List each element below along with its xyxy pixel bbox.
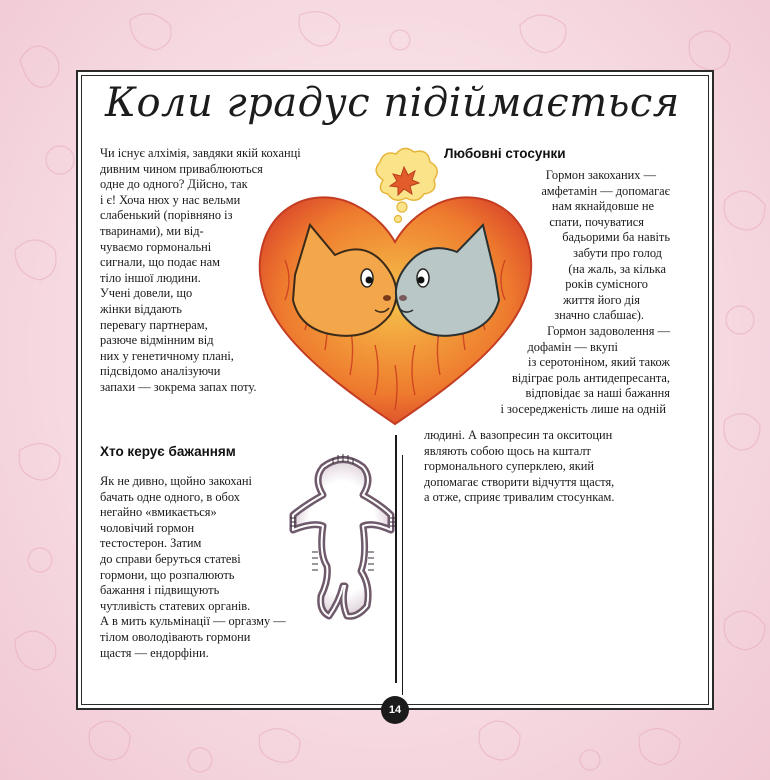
page-title: Коли градус підіймається [105, 80, 680, 126]
love-paragraph-right: Гормон закоханих — амфетамін — допомагає нам якнайдовше не спати, почуватися бадьорими ба навіть забути про голод (на жаль, за кілька років сумісного життя його дія значно слабшає). Гормон задоволення — дофамін — вкупі із серотоніном, який також відіграє роль антидепресанта, відповідає за наші бажання і зосередженість лише на одній [500, 168, 670, 416]
column-divider-line [402, 455, 403, 695]
column-divider-line [395, 435, 397, 683]
love-paragraph-left: людині. А вазопресин та окситоцин являють собою щось на кшталт гормонального суперклею, який допомагає створити відчуття щастя, а отже, сприяє тривалим стосункам. [424, 428, 615, 505]
intro-paragraph: Чи існує алхімія, завдяки якій коханці дивним чином приваблюються одне до одного? Дійсно, так і є! Хоча нюх у нас вельми слабенький (порівняно із тваринами), ми від- чуваємо гормональні сигнали, що подає нам тіло іншої людини. Учені довели, що жінки віддають перевагу партнерам, разюче відмінним від них у генетичному плані, підсвідомо аналізуючи запахи — зокрема запах поту. [100, 146, 301, 394]
love-heading: Любовні стосунки [444, 146, 566, 161]
desire-paragraph: Як не дивно, щойно закохані бачать одне одного, в обох негайно «вмикається» чоловічий гормон тестостерон. Затим до справи беруться статеві гормони, що розпалюють бажання і підвищують чутливість статевих органів. А в мить кульмінації — оргазму — тілом оволодівають гормони щастя — ендорфіни. [100, 474, 286, 660]
desire-heading: Хто керує бажанням [100, 444, 236, 459]
page-number: 14 [381, 696, 409, 724]
